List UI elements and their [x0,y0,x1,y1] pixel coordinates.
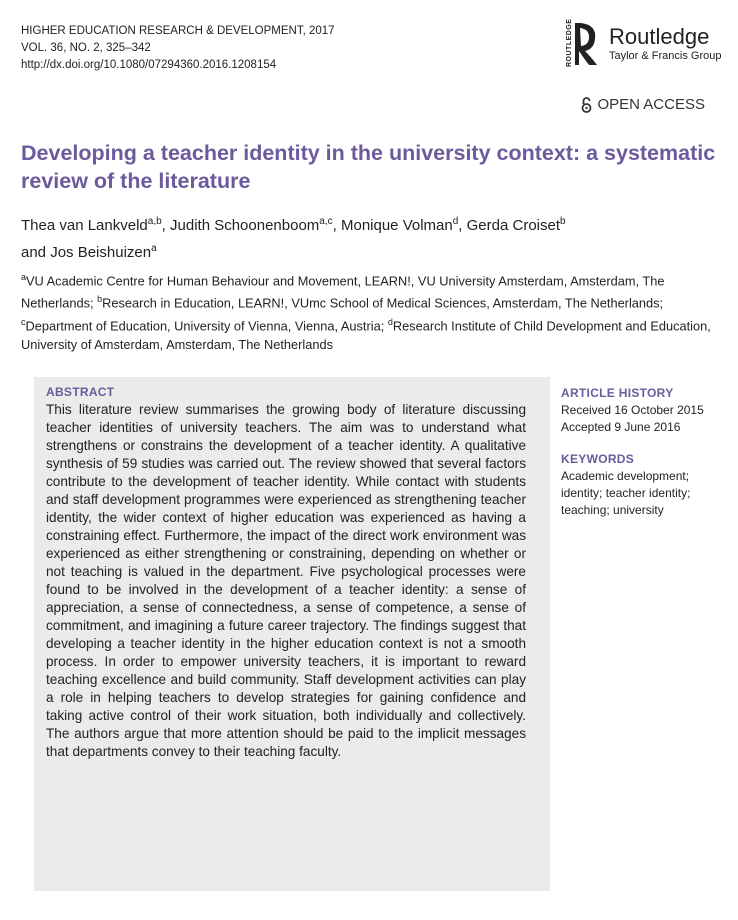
article-title: Developing a teacher identity in the university context: a systematic review of the literature [21,141,716,193]
author-affiliation-mark: b [560,216,566,227]
affiliation-mark: d [387,316,393,327]
author-name[interactable]: Jos Beishuizen [50,244,152,261]
publisher-logo [566,18,722,67]
author-affiliation-mark: a [151,243,157,254]
affiliation-text: VU Academic Centre for Human Behaviour and Movement, LEARN!, VU University Amsterdam, Amsterdam, The Netherlands; [21,273,665,311]
affiliation-text: Department of Education, University of Vienna, Vienna, Austria; [25,317,388,333]
affiliation-mark: b [97,294,103,305]
author-affiliation-mark: a,c [319,216,333,227]
routledge-logo-icon [575,21,601,67]
keywords [561,451,731,519]
author-list: Thea van Lankveld$^{a,b}$, Judith Schoonenboom$^{a,c}$, Monique Volman$^d$, Gerda Croiset$^b$ and Jos Beishuizen$^a$ [21,216,566,261]
journal-volume: VOL. 36, NO. 2, 325–342 [21,42,151,54]
abstract-text: This literature review summarises the growing body of literature discussing teacher identities of university teachers. The aim was to understand what strengthens or constrains the development of a teacher identity. A qualitative synthesis of 59 studies was carried out. The review showed that several factors contribute to the development of teacher identity. While contact with students and staff development programmes were experienced as strengthening teacher identity, the wider context of higher education was experienced as having a constraining effect. Furthermore, the impact of the direct work environment was experienced as either strengthening or constraining, depending on whether or not teaching is valued in the department. Five psychological processes were found to be involved in the development of a teacher identity: a sense of appreciation, a sense of connectedness, a sense of competence, a sense of commitment, and imagining a future career trajectory. The findings suggest that developing a teacher identity in the higher education context is not a smooth process. In order to empower university teachers, it is important to reward teaching excellence and build community. Staff development activities can play a role in helping teachers to develop strategies for gaining confidence and taking active control of their work situation, both individually and collectively. The authors argue that more attention should be paid to the implicit messages that departments convey to their teaching faculty. [46,402,526,759]
keywords-text: Academic development; identity; teacher identity; teaching; university [561,469,691,517]
accepted-date: Accepted 9 June 2016 [561,420,681,434]
affiliation-text: Research Institute of Child Development and Education, University of Amsterdam, Amsterdam, The Netherlands [21,317,711,352]
author-name[interactable]: Thea van Lankveld [21,217,148,234]
open-access-label: OPEN ACCESS [597,96,705,113]
publisher-group: Taylor & Francis Group [609,50,722,62]
article-history-heading: ARTICLE HISTORY [561,386,674,400]
received-date: Received 16 October 2015 [561,403,704,417]
publisher-vertical-label: ROUTLEDGE [566,18,573,67]
author-name[interactable]: Monique Volman [340,217,453,234]
affiliations [21,268,727,354]
author-name[interactable]: Gerda Croiset [466,217,561,234]
affiliation-mark: c [21,316,26,327]
affiliation-mark: a [21,272,27,282]
journal-name: HIGHER EDUCATION RESEARCH & DEVELOPMENT, 2017 [21,25,335,37]
abstract-heading: ABSTRACT [46,385,115,399]
affiliation-text: Research in Education, LEARN!, VUmc School of Medical Sciences, Amsterdam, The Netherlands; [102,295,664,311]
open-access-badge [581,96,705,113]
author-affiliation-mark: d [452,216,459,227]
author-name[interactable]: Judith Schoonenboom [170,217,320,234]
open-lock-icon [581,97,592,113]
keywords-heading: KEYWORDS [561,452,635,466]
publisher-name: Routledge [609,24,710,49]
author-affiliation-mark: a,b [147,216,162,227]
journal-info [21,23,335,74]
article-history [561,385,731,436]
journal-doi[interactable]: http://dx.doi.org/10.1080/07294360.2016.1208154 [21,59,277,71]
